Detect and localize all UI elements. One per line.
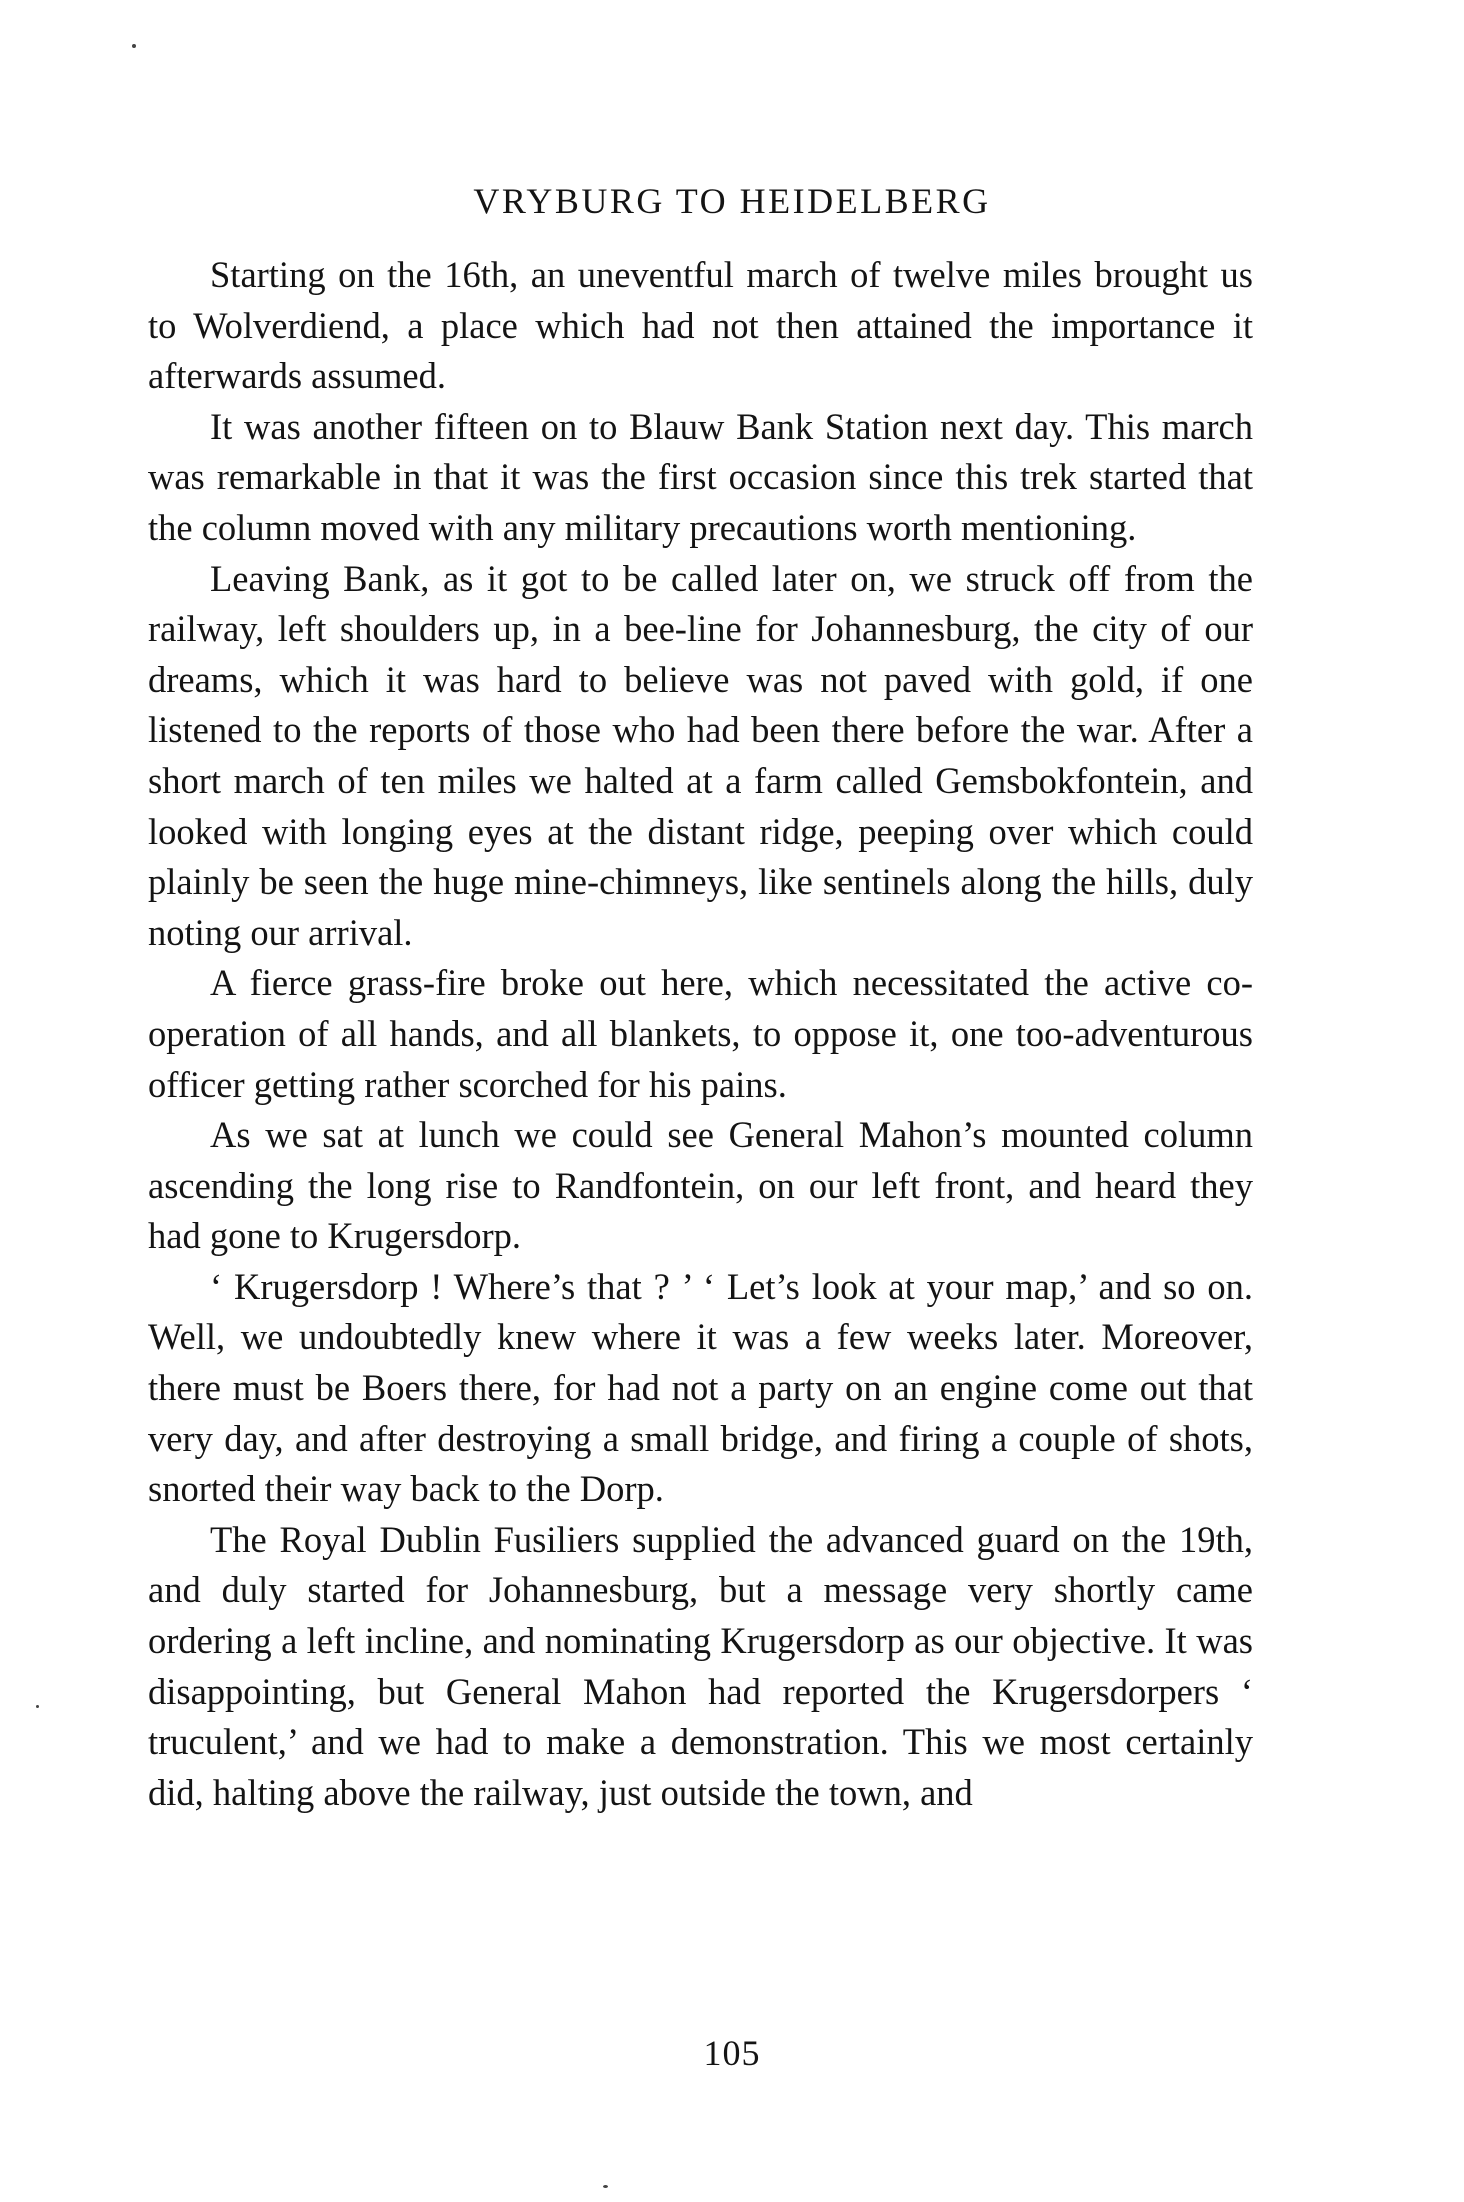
scan-speck xyxy=(36,1705,39,1708)
scan-speck xyxy=(132,44,136,48)
body-text xyxy=(148,250,1253,1818)
paragraph: The Royal Dublin Fusiliers supplied the advanced guard on the 19th, and duly started for Johannesburg, but a message very shortly came ordering a left incline, and nominating Krugersdorp as our objective. It was disappointing, but General Mahon had reported the Krugersdorpers ‘ truculent,’ and we had to make a demonstration. This we most certainly did, halting above the railway, just outside the town, and xyxy=(148,1518,1253,1813)
scan-speck xyxy=(603,2185,608,2188)
running-head: VRYBURG TO HEIDELBERG xyxy=(473,181,991,221)
page-number: 105 xyxy=(703,2033,761,2073)
paragraph: Leaving Bank, as it got to be called later on, we struck off from the railway, left shoulders up, in a bee-line for Johannesburg, the city of our dreams, which it was hard to believe was not paved with gold, if one listened to the reports of those who had been there before the war. After a short march of ten miles we halted at a farm called Gemsbokfontein, and looked with longing eyes at the distant ridge, peeping over which could plainly be seen the huge mine-chimneys, like sentinels along the hills, duly noting our arrival. xyxy=(148,557,1253,953)
paragraph: ‘ Krugersdorp ! Where’s that ? ’ ‘ Let’s look at your map,’ and so on. Well, we undoubtedly knew where it was a few weeks later. Moreover, there must be Boers there, for had not a party on an engine come out that very day, and after destroying a small bridge, and firing a couple of shots, snorted their way back to the Dorp. xyxy=(148,1265,1253,1510)
paragraph: A fierce grass-fire broke out here, which necessitated the active co-operation of all hands, and all blankets, to oppose it, one too-adventurous officer getting rather scorched for his pains. xyxy=(148,962,1253,1105)
paragraph: As we sat at lunch we could see General Mahon’s mounted column ascending the long rise to Randfontein, on our left front, and heard they had gone to Krugersdorp. xyxy=(148,1114,1253,1257)
paragraph: It was another fifteen on to Blauw Bank Station next day. This march was remarkable in that it was the first occasion since this trek started that the column moved with any military precautions worth mentioning. xyxy=(148,405,1253,548)
paragraph: Starting on the 16th, an uneventful march of twelve miles brought us to Wolverdiend, a place which had not then attained the importance it afterwards assumed. xyxy=(148,254,1253,397)
